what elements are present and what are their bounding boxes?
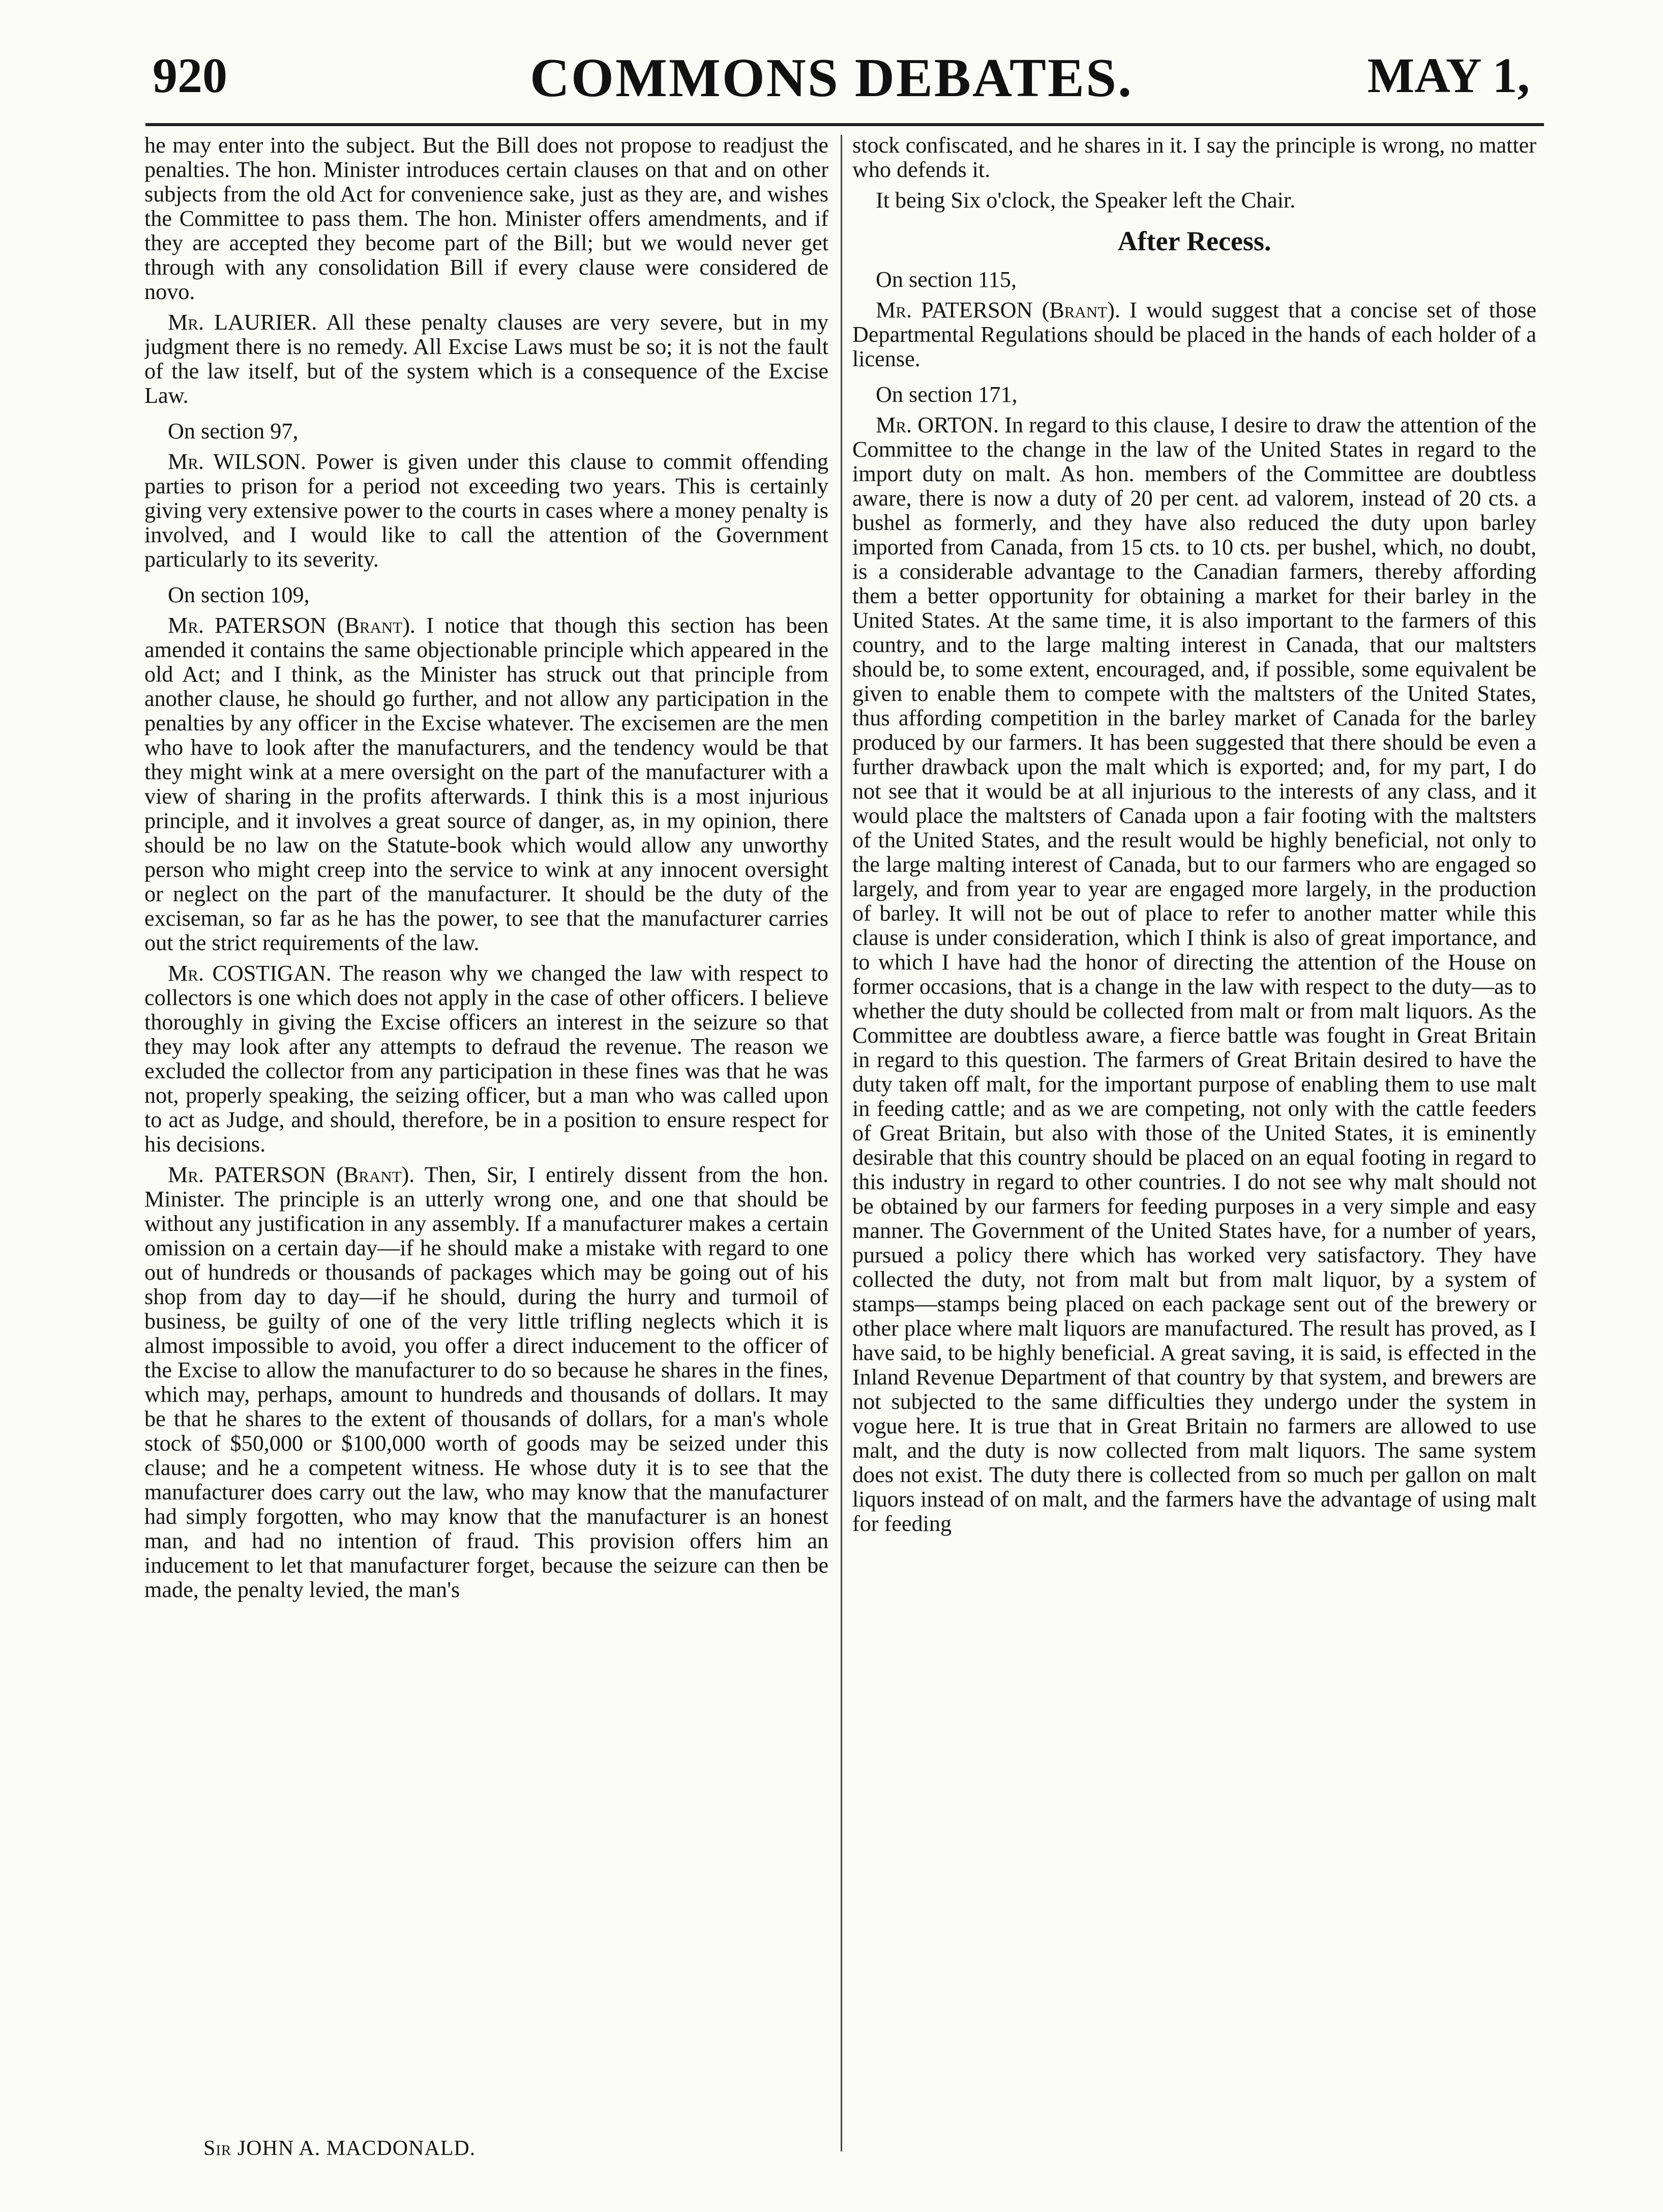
section-reference: On section 115, (876, 267, 1017, 292)
procedural-note: It being Six o'clock, the Speaker left the Chair. (876, 188, 1296, 213)
right-column (852, 133, 1536, 2147)
speaker-name: Mr. COSTIGAN. (168, 961, 332, 986)
paragraph: stock confiscated, and he shares in it. I say the principle is wrong, no matter who defends it. (852, 133, 1536, 182)
speech-paragraph (852, 413, 1536, 1536)
speech-paragraph (144, 1163, 828, 1602)
section-heading: After Recess. (1117, 226, 1271, 256)
paragraph (144, 133, 828, 304)
speaker-name: Mr. ORTON. (876, 412, 999, 437)
section-reference: On section 109, (168, 582, 310, 607)
page-number: 920 (153, 48, 227, 103)
header-rule (145, 123, 1544, 126)
speaker-name: Mr. LAURIER. (168, 310, 317, 335)
left-column (144, 133, 828, 2147)
speaker-name: Mr. WILSON. (168, 449, 307, 474)
speech-text: In regard to this clause, I desire to draw the attention of the Committee to the change in the law of the United States in regard to the import duty on malt. As hon. members of the Committee are doubtless aware, there is now a duty of 20 per cent. ad valorem, instead of 20 cts. a bushel as formerly, and they have also reduced the duty upon barley imported from Canada, from 15 cts. to 10 cts. per bushel, which, no doubt, is a considerable advantage to the Canadian farmers, thereby affording them a better opportunity for obtaining a market for their barley in the United States. At the same time, it is also important to the farmers of this country, and to the large malting interest in Canada, that our maltsters should be, to some extent, encouraged, and, if possible, some equivalent be given to enable them to compete with the maltsters of the United States, thus affording competition in the barley market of Canada for the barley produced by our farmers. It has been suggested that there should be even a further drawback upon the malt which is exported; and, for my part, I do not see that it would be at all injurious to the interests of any class, and it would place the maltsters of Canada upon a fair footing with the maltsters of the United States, and the result would be highly beneficial, not only to the large malting interest of Canada, but to our farmers who are engaged so largely, and from year to year are engaged more largely, in the production of barley. It will not be out of place to refer to another matter while this clause is under consideration, which I think is also of great importance, and to which I have had the honor of directing the attention of the House on former occasions, that is a change in the law with respect to the duty—as to whether the duty should be collected from malt or from malt liquors. As the Committee are doubtless aware, a fierce battle was fought in Great Britain in regard to this question. The farmers of Great Britain desired to have the duty taken off malt, for the important purpose of enabling them to use malt in feeding cattle; and as we are competing, not only with the cattle feeders of Great Britain, but also with those of the United States, it is eminently desirable that this country should be placed on an equal footing in regard to this industry in regard to other countries. I do not see why malt should not be obtained by our farmers for feeding purposes in a very simple and easy manner. The Government of the United States have, for a number of years, pursued a policy there which has worked very satisfactory. They have collected the duty, not from malt but from malt liquor, by a system of stamps—stamps being placed on each package sent out of the brewery or other place where malt liquors are manufactured. The result has proved, as I have said, to be highly beneficial. A great saving, it is said, is effected in the Inland Revenue Department of that country by that system, and brewers are not subjected to the same difficulties they undergo under the system in vogue here. It is true that in Great Britain no farmers are allowed to use malt, and the duty is now collected from malt liquors. The same system does not exist. The duty there is collected from so much per gallon on malt liquors instead of on malt, and the farmers have the advantage of using malt for feeding (852, 412, 1536, 1536)
speaker-name: Mr. PATERSON (Brant). (876, 298, 1120, 322)
section-reference: On section 97, (168, 419, 299, 444)
speech-text: Then, Sir, I entirely dissent from the hon. Minister. The principle is an utterly wrong one, and one that should be without any justification in any assembly. If a manufacturer makes a certain omission on a certain day—if he should make a mistake with regard to one out of hundreds or thousands of packages which may be going out of his shop from day to day—if he should, during the hurry and turmoil of business, be guilty of one of the very little trifling neglects which it is almost impossible to avoid, you offer a direct inducement to the officer of the Excise to allow the manufacturer to do so because he shares in the fines, which may, perhaps, amount to hundreds and thousands of dollars. It may be that he shares to the extent of thousands of dollars, for a man's whole stock of $50,000 or $100,000 worth of goods may be seized under this clause; and he a competent witness. He whose duty it is to see that the manufacturer does carry out the law, who may know that the manufacturer had simply forgotten, who may know that the manufacturer is an honest man, and had no intention of fraud. This provision offers him an inducement to let that manufacturer forget, because the seizure can then be made, the penalty levied, the man's (144, 1162, 828, 1602)
section-reference: On section 171, (876, 382, 1018, 407)
speech-paragraph (852, 298, 1536, 371)
speech-paragraph (144, 310, 828, 408)
speech-paragraph (144, 613, 828, 955)
speaker-name: Mr. PATERSON (Brant). (168, 1162, 415, 1187)
speech-text: I would suggest that a concise set of those Departmental Regulations should be placed in the hands of each holder of a license. (852, 298, 1536, 371)
speech-text: All these penalty clauses are very severe, but in my judgment there is no remedy. All Excise Laws must be so; it is not the fault of the law itself, but of the system which is a consequence of the Excise Law. (144, 310, 828, 408)
speech-paragraph (144, 450, 828, 572)
paragraph-text: he may enter into the subject. But the Bill does not propose to readjust the penalties. The hon. Minister introduces certain clauses on that and on other subjects from the old Act for convenience sake, just as they are, and wishes the Committee to pass them. The hon. Minister offers amendments, and if they are accepted they become part of the Bill; but we would never get through with any consolidation Bill if every clause were considered de novo. (144, 133, 828, 304)
page-date: MAY 1, (1367, 48, 1530, 103)
speaker-name: Mr. PATERSON (Brant). (168, 613, 415, 638)
column-divider (841, 135, 842, 2151)
page-title: COMMONS DEBATES. (529, 48, 1134, 108)
speech-text: I notice that though this section has been amended it contains the same objectionable principle which appeared in the old Act; and I think, as the Minister has struck out that principle from another clause, he should go further, and not allow any participation in the penalties by any officer in the Excise whatever. The excisemen are the men who have to look after the manufacturers, and the tendency would be that they might wink at a mere oversight on the part of the manufacturer with a view of sharing in the profits afterwards. I think this is a most injurious principle, and it involves a great source of danger, as, in my opinion, there should be no law on the Statute-book which would allow any unworthy person who might creep into the service to wink at any innocent oversight or neglect on the part of the manufacturer. It should be the duty of the exciseman, so far as he has the power, to see that the manufacturer carries out the strict requirements of the law. (144, 613, 828, 955)
speech-text: Power is given under this clause to commit offending parties to prison for a period not exceeding two years. This is certainly giving very extensive power to the courts in cases where a money penalty is involved, and I would like to call the attention of the Government particularly to its severity. (144, 449, 828, 572)
running-footer: Sir JOHN A. MACDONALD. (203, 2137, 476, 2160)
speech-text: The reason why we changed the law with respect to collectors is one which does not apply in the case of other officers. I believe thoroughly in giving the Excise officers an interest in the seizure so that they may look after any attempts to defraud the revenue. The reason we excluded the collector from any participation in these fines was that he was not, properly speaking, the seizing officer, but a man who was called upon to act as Judge, and should, therefore, be in a position to ensure respect for his decisions. (144, 961, 828, 1157)
speech-paragraph (144, 961, 828, 1157)
